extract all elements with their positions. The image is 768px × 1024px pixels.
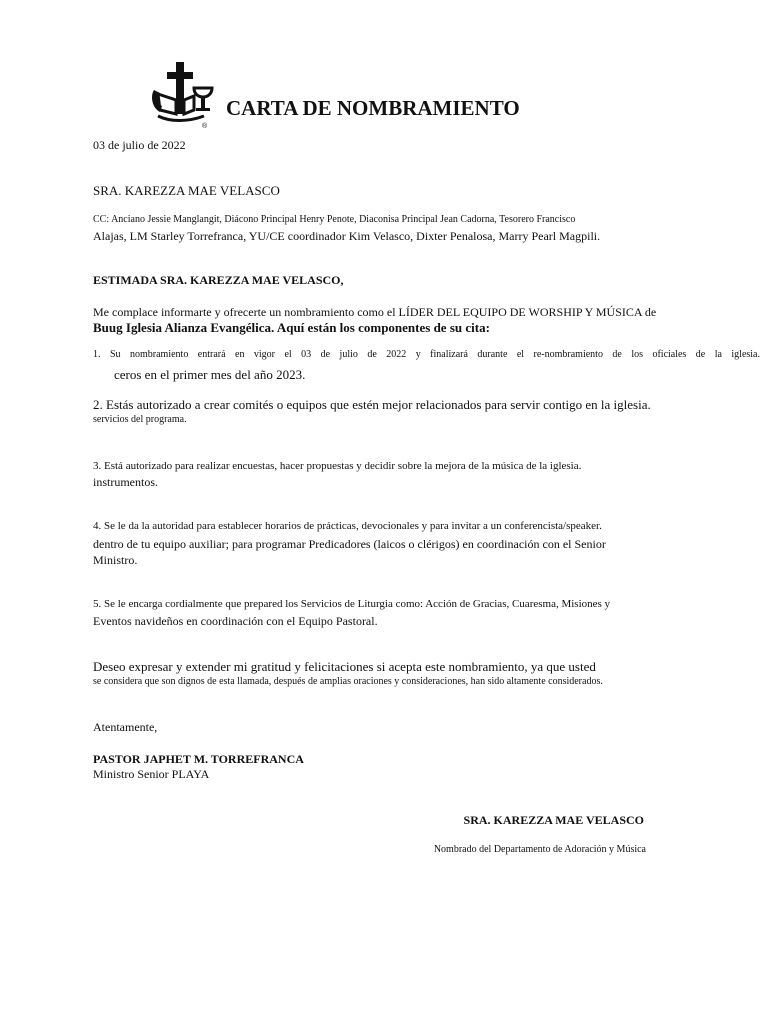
item-4-line-2: dentro de tu equipo auxiliar; para programar Predicadores (laicos o clérigos) en coordinación con el Senior: [93, 537, 606, 551]
item-4-line-1: 4. Se le da la autoridad para establecer horarios de prácticas, devocionales y para invitar a un conferencista/speaker.: [93, 520, 602, 532]
item-3-line-1: 3. Está autorizado para realizar encuestas, hacer propuestas y decidir sobre la mejora de la música de la iglesia.: [93, 460, 582, 472]
item-5-line-1: 5. Se le encarga cordialmente que prepared los Servicios de Liturgia como: Acción de Gracias, Cuaresma, Misiones y: [93, 598, 611, 610]
closing-line-1: Deseo expresar y extender mi gratitud y felicitaciones si acepta este nombramiento, ya que usted: [93, 659, 596, 674]
church-logo-icon: [148, 60, 214, 130]
recipient-name: SRA. KAREZZA MAE VELASCO: [93, 183, 280, 198]
letter-date: 03 de julio de 2022: [93, 138, 186, 152]
item-1-line-1: 1. Su nombramiento entrará en vigor el 03 de julio de 2022 y finalizará durante el re-nombramiento de los oficiales de la iglesia.: [93, 349, 760, 360]
salutation: ESTIMADA SRA. KAREZZA MAE VELASCO,: [93, 273, 344, 287]
item-5-line-2: Eventos navideños en coordinación con el Equipo Pastoral.: [93, 614, 378, 628]
item-3-line-2: instrumentos.: [93, 475, 158, 489]
item-2-line-1: 2. Estás autorizado a crear comités o equipos que estén mejor relacionados para servir contigo en la iglesia.: [93, 397, 651, 412]
cc-line-1: CC: Anciano Jessie Manglangit, Diácono Principal Henry Penote, Diaconisa Principal Jean Cadorna, Tesorero Francisco: [93, 214, 576, 225]
cc-line-2: Alajas, LM Starley Torrefranca, YU/CE coordinador Kim Velasco, Dixter Penalosa, Marry Pearl Magpili.: [93, 229, 601, 243]
closing-line-2: se considera que son dignos de esta llamada, después de amplias oraciones y consideraciones, han sido altamente considerados.: [93, 676, 603, 687]
registered-mark: ®: [202, 123, 208, 130]
item-4-line-3: Ministro.: [93, 553, 138, 567]
pastor-name: PASTOR JAPHET M. TORREFRANCA: [93, 752, 304, 766]
intro-line-2: Buug Iglesia Alianza Evangélica. Aquí están los componentes de su cita:: [93, 320, 490, 335]
item-1-line-2: ceros en el primer mes del año 2023.: [114, 367, 306, 382]
item-2-line-2: servicios del programa.: [93, 414, 187, 425]
appointee-name: SRA. KAREZZA MAE VELASCO: [463, 813, 644, 827]
document-title: CARTA DE NOMBRAMIENTO: [226, 96, 520, 120]
pastor-role: Ministro Senior PLAYA: [93, 767, 210, 781]
sign-off: Atentamente,: [93, 720, 158, 734]
intro-line-1: Me complace informarte y ofrecerte un nombramiento como el LÍDER DEL EQUIPO DE WORSHIP Y MÚSICA de: [93, 305, 657, 319]
appointee-role: Nombrado del Departamento de Adoración y Música: [433, 844, 646, 855]
